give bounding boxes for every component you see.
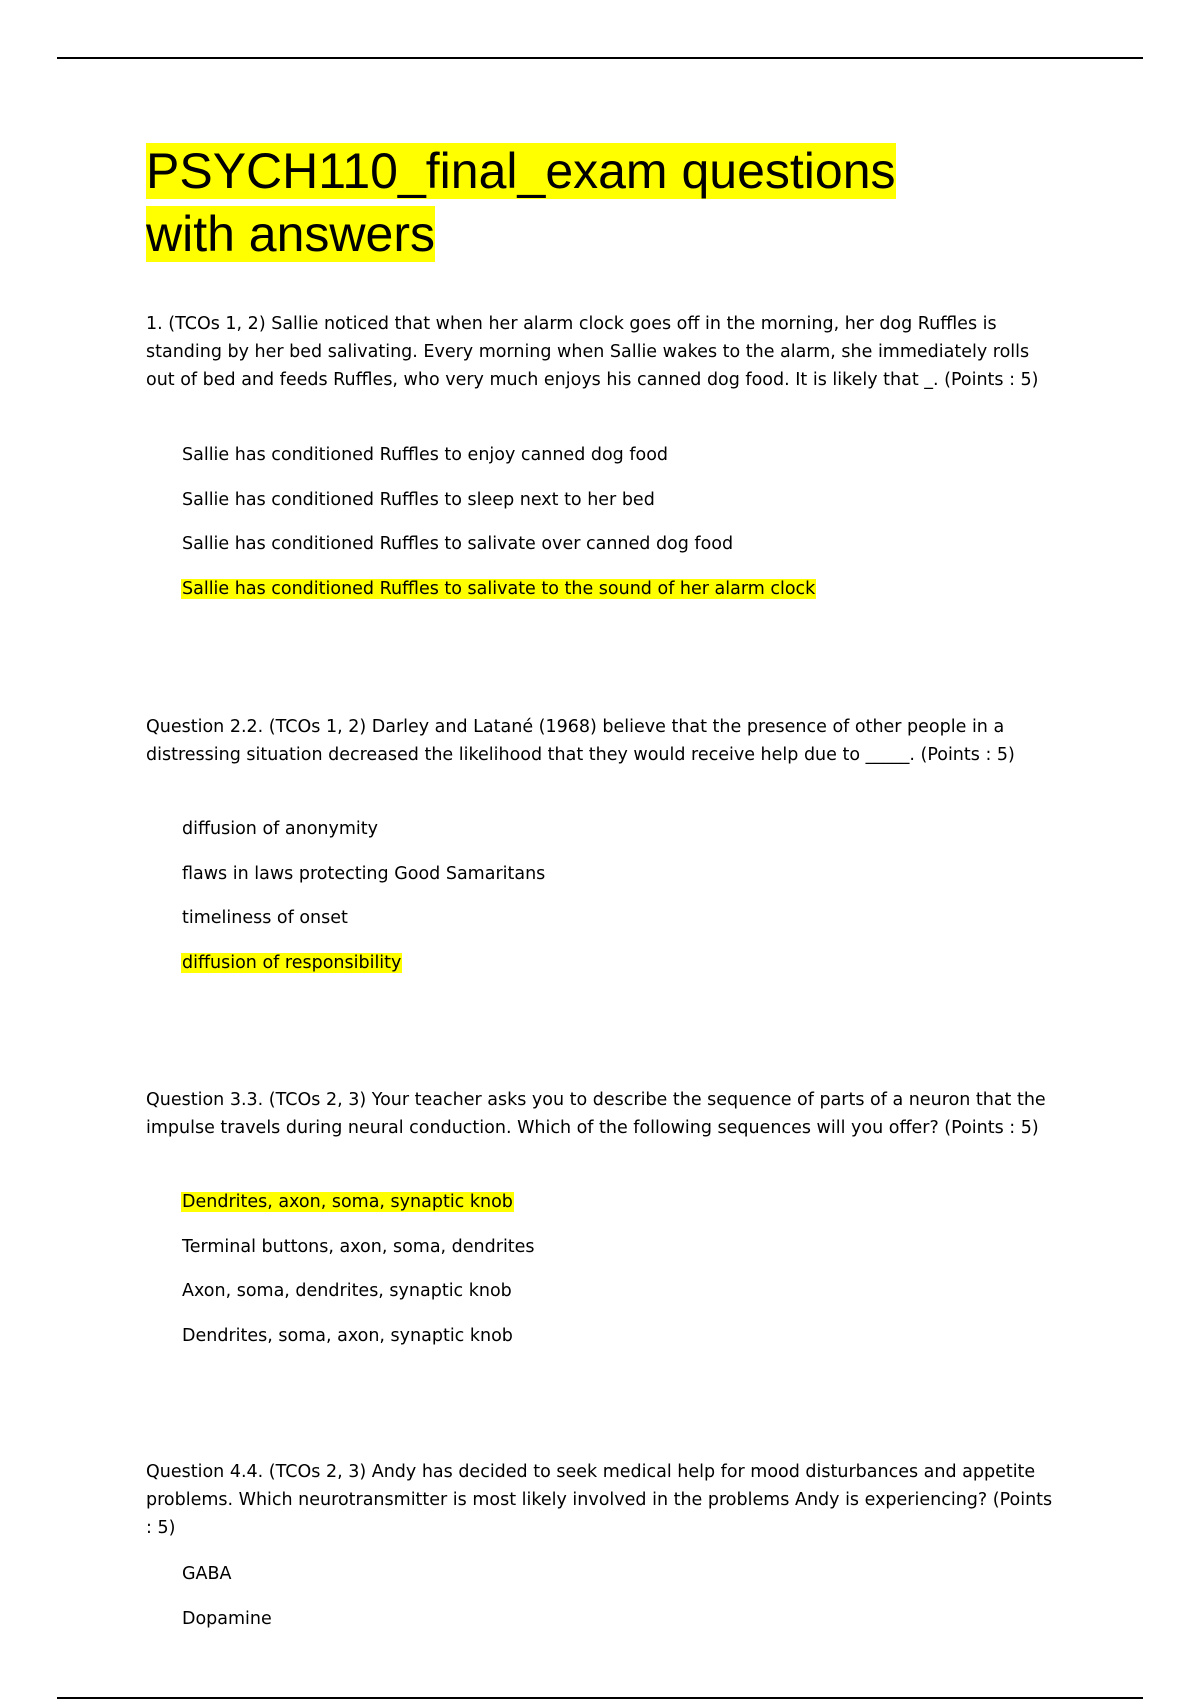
option [181, 531, 816, 576]
option-text: Sallie has conditioned Ruffles to enjoy canned dog food [182, 445, 669, 465]
option-text: Terminal buttons, axon, soma, dendrites [182, 1236, 535, 1257]
option-text: Axon, soma, dendrites, synaptic knob [182, 1281, 512, 1302]
option [181, 1561, 273, 1606]
question-2-options [181, 816, 546, 994]
question-3-text: Question 3.3. (TCOs 2, 3) Your teacher asks you to describe the sequence of parts of a neuron that the impulse travels during neural conduction. Which of the following sequences will you offer? (Points : 5) [146, 1090, 1046, 1138]
option-text: Sallie has conditioned Ruffles to salivate to the sound of her alarm clock [182, 578, 816, 599]
top-rule [57, 57, 1143, 59]
option [181, 1278, 536, 1323]
option-text: diffusion of responsibility [182, 952, 402, 973]
option-correct [181, 950, 546, 995]
option [181, 816, 546, 861]
question-3-options [181, 1189, 536, 1367]
bottom-rule [57, 1697, 1143, 1699]
option-text: timeliness of onset [182, 908, 348, 929]
question-4-text: Question 4.4. (TCOs 2, 3) Andy has decided to seek medical help for mood disturbances and appetite problems. Which neurotransmitter is most likely involved in the problems Andy is experiencing? (Points : 5) [146, 1462, 1053, 1538]
option-text: GABA [182, 1564, 232, 1584]
option [181, 1323, 536, 1368]
option-text: Dendrites, axon, soma, synaptic knob [182, 1192, 513, 1212]
option-correct [181, 1189, 536, 1234]
option-text: diffusion of anonymity [182, 819, 378, 839]
option-text: Dopamine [182, 1608, 272, 1629]
option [181, 861, 546, 906]
option-correct [181, 576, 816, 621]
option [181, 442, 816, 487]
option [181, 487, 816, 532]
option-text: flaws in laws protecting Good Samaritans [182, 863, 546, 884]
question-1-options [181, 442, 816, 620]
option-text: Sallie has conditioned Ruffles to sleep next to her bed [182, 489, 655, 510]
question-4-options [181, 1561, 273, 1650]
option [181, 1234, 536, 1279]
option-text: Dendrites, soma, axon, synaptic knob [182, 1325, 513, 1346]
question-2-text: Question 2.2. (TCOs 1, 2) Darley and Latané (1968) believe that the presence of other people in a distressing situation decreased the likelihood that they would receive help due to _____. (Points : 5) [146, 717, 1015, 765]
page-title [146, 140, 1046, 266]
option-text: Sallie has conditioned Ruffles to salivate over canned dog food [182, 534, 734, 555]
question-1-text: 1. (TCOs 1, 2) Sallie noticed that when her alarm clock goes off in the morning, her dog Ruffles is standing by her bed salivating. Every morning when Sallie wakes to the alarm, she immediately rolls out of bed and feeds Ruffles, who very much enjoys his canned dog food. It is likely that _. (Points : 5) [146, 314, 1039, 390]
title-line-1: PSYCH110_final_exam questions [146, 143, 896, 199]
title-line-2: with answers [146, 206, 435, 262]
option [181, 905, 546, 950]
option [181, 1606, 273, 1651]
